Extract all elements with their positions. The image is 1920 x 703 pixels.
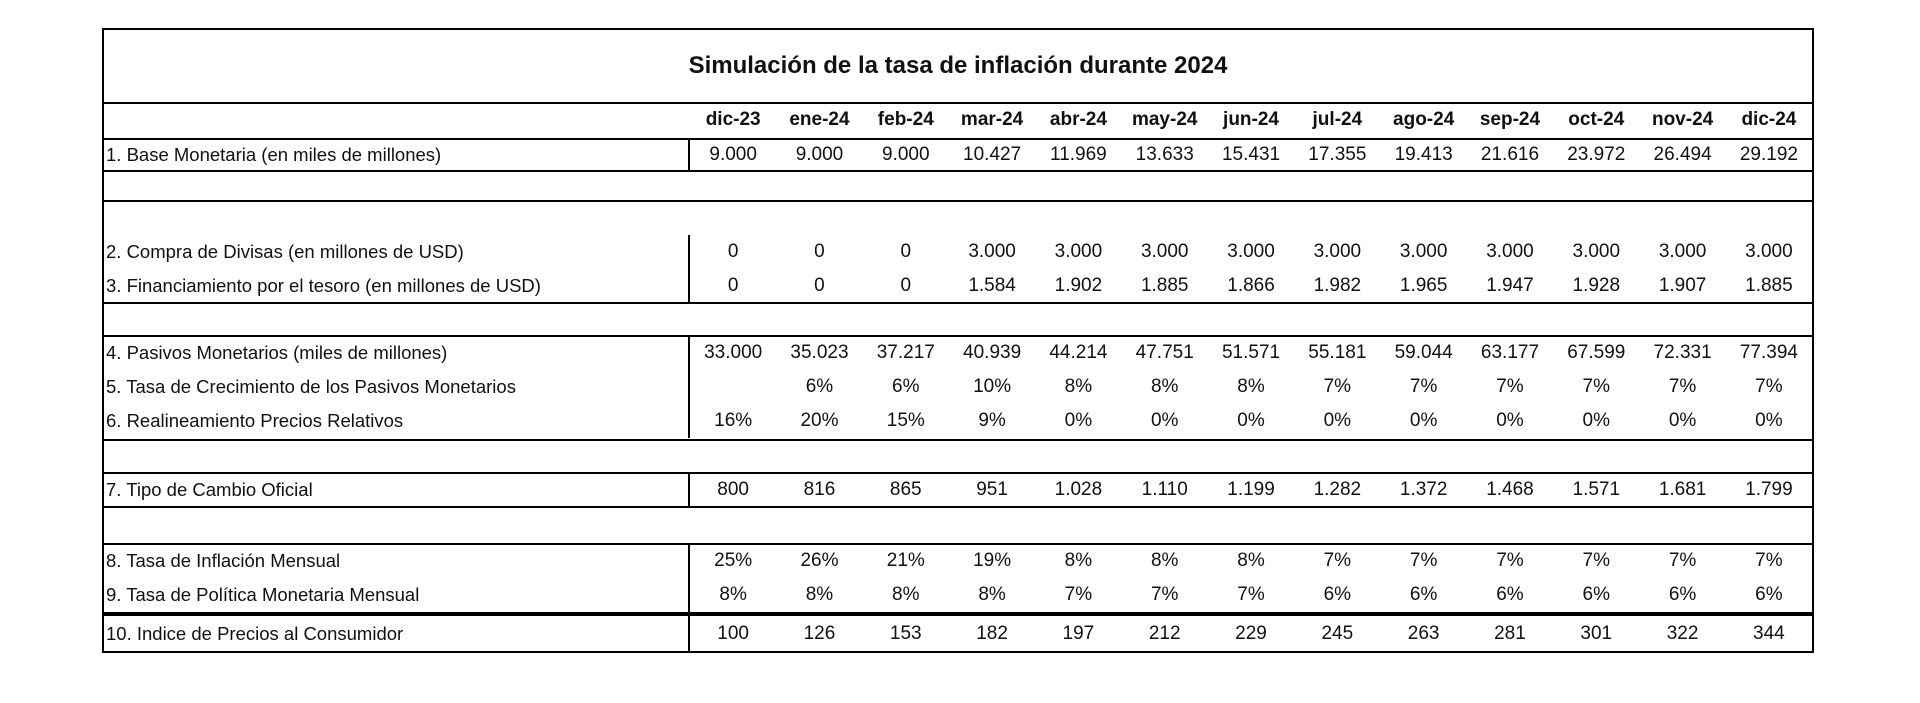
table-cell: 7% (1409, 376, 1438, 397)
table-cell: 281 (1494, 622, 1526, 644)
row-values (690, 370, 1812, 404)
table-cell: 7% (1237, 584, 1265, 605)
table-cell: 7% (1582, 550, 1611, 571)
row-label: 6. Realineamiento Precios Relativos (104, 404, 690, 438)
table-cell: 197 (1062, 622, 1095, 644)
table-cell: 8% (892, 584, 920, 605)
table-cell: 7% (1323, 376, 1352, 397)
table-cell: 865 (889, 479, 922, 500)
table-cell: 51.571 (1221, 342, 1281, 363)
table-cell: 3.000 (1313, 241, 1362, 262)
table-row (104, 578, 1812, 612)
table-row (104, 269, 1812, 303)
table-cell: 1.799 (1745, 479, 1793, 500)
table-cell: 7% (1755, 376, 1783, 397)
table-cell: 1.885 (1745, 275, 1793, 296)
table-cell: 126 (803, 622, 836, 644)
table-cell: 1.947 (1486, 275, 1534, 296)
table-row (104, 370, 1812, 404)
table-cell: 100 (717, 622, 749, 644)
table-cell: 0% (1064, 410, 1093, 431)
table-cell: 6% (1323, 584, 1352, 605)
inflation-simulation-table (102, 28, 1814, 653)
table-cell: 1.681 (1658, 479, 1707, 500)
table-cell: 59.044 (1394, 342, 1453, 363)
table-cell: 1.928 (1572, 275, 1621, 296)
table-cell: 10.427 (963, 144, 1022, 165)
table-cell: 301 (1580, 622, 1613, 644)
table-cell: 8% (719, 584, 747, 605)
divider (104, 302, 1812, 304)
table-cell: 44.214 (1049, 342, 1108, 363)
table-cell: 25% (714, 550, 753, 571)
column-header: mar-24 (960, 109, 1024, 130)
table-cell: 8% (1237, 550, 1265, 571)
table-cell: 3.000 (1399, 241, 1448, 262)
table-cell: 0 (727, 241, 739, 262)
header-spacer (104, 102, 690, 138)
column-headers (690, 102, 1812, 138)
column-header: dic-24 (1741, 109, 1797, 130)
table-cell: 19% (973, 550, 1012, 571)
table-cell: 6% (1496, 584, 1524, 605)
table-cell: 1.965 (1399, 275, 1448, 296)
table-cell: 0% (1496, 410, 1524, 431)
table-cell: 3.000 (1140, 241, 1189, 262)
table-cell: 0% (1323, 410, 1352, 431)
table-row (104, 235, 1812, 269)
row-values (690, 578, 1812, 612)
table-cell: 7% (1582, 376, 1611, 397)
table-cell: 6% (805, 376, 834, 397)
table-cell: 3.000 (1572, 241, 1621, 262)
table-cell: 153 (889, 622, 922, 644)
table-cell: 7% (1150, 584, 1179, 605)
table-cell: 21% (886, 550, 925, 571)
table-cell: 0 (814, 241, 825, 262)
row-label: 5. Tasa de Crecimiento de los Pasivos Monetarios (104, 370, 690, 404)
row-label: 4. Pasivos Monetarios (miles de millones) (104, 336, 690, 370)
table-cell: 7% (1409, 550, 1438, 571)
column-header-row (104, 102, 1812, 138)
table-cell: 951 (976, 479, 1008, 500)
table-cell: 212 (1148, 622, 1181, 644)
table-cell: 263 (1407, 622, 1440, 644)
table-cell: 182 (976, 622, 1008, 644)
table-cell: 47.751 (1135, 342, 1194, 363)
table-cell: 9.000 (795, 144, 844, 165)
table-cell: 1.468 (1486, 479, 1534, 500)
table-cell: 16% (714, 410, 753, 431)
table-cell: 3.000 (1486, 241, 1534, 262)
row-values (690, 269, 1812, 303)
row-label: 3. Financiamiento por el tesoro (en millones de USD) (104, 269, 690, 303)
table-cell: 1.110 (1141, 479, 1188, 500)
row-label: 9. Tasa de Política Monetaria Mensual (104, 578, 690, 612)
table-cell: 245 (1321, 622, 1354, 644)
table-cell: 0% (1237, 410, 1265, 431)
table-cell: 21.616 (1480, 144, 1540, 165)
row-label: 10. Indice de Precios al Consumidor (104, 616, 690, 651)
table-row (104, 614, 1812, 651)
table-cell: 63.177 (1480, 342, 1540, 363)
table-cell: 9.000 (882, 144, 930, 165)
table-cell: 0 (727, 275, 739, 296)
divider (104, 200, 1812, 202)
column-header: may-24 (1131, 109, 1198, 130)
table-cell: 6% (1409, 584, 1438, 605)
table-cell: 0% (1409, 410, 1438, 431)
divider (104, 439, 1812, 441)
table-cell: 816 (803, 479, 836, 500)
table-cell: 23.972 (1567, 144, 1626, 165)
table-cell: 8% (1064, 376, 1093, 397)
table-cell: 1.902 (1054, 275, 1103, 296)
column-header: ago-24 (1393, 109, 1455, 130)
column-header: feb-24 (877, 109, 934, 130)
table-cell: 6% (1582, 584, 1611, 605)
row-values (690, 235, 1812, 269)
column-header: dic-23 (705, 109, 761, 130)
table-cell: 40.939 (963, 342, 1022, 363)
table-cell: 8% (978, 584, 1006, 605)
column-header: abr-24 (1049, 109, 1107, 130)
table-cell: 15% (886, 410, 925, 431)
table-row (104, 472, 1812, 508)
table-row (104, 544, 1812, 578)
row-label: 1. Base Monetaria (en miles de millones) (104, 140, 690, 170)
table-cell: 11.969 (1050, 144, 1107, 165)
table-cell: 33.000 (704, 342, 763, 363)
table-cell: 800 (717, 479, 749, 500)
table-cell: 7% (1668, 376, 1697, 397)
table-cell: 0% (1668, 410, 1697, 431)
row-values (690, 404, 1812, 438)
table-cell: 15.431 (1221, 144, 1281, 165)
table-cell: 8% (1150, 376, 1179, 397)
table-cell: 0% (1150, 410, 1179, 431)
table-cell: 1.199 (1227, 479, 1275, 500)
table-cell: 9% (978, 410, 1006, 431)
table-cell: 3.000 (1658, 241, 1707, 262)
table-cell: 1.282 (1313, 479, 1362, 500)
table-cell: 7% (1496, 550, 1524, 571)
divider (104, 543, 1812, 545)
table-title: Simulación de la tasa de inflación durante 2024 (104, 30, 1812, 104)
row-values (690, 544, 1812, 578)
column-header: jun-24 (1223, 109, 1279, 130)
table-cell: 229 (1235, 622, 1267, 644)
table-cell: 0 (814, 275, 825, 296)
table-cell: 1.028 (1054, 479, 1103, 500)
table-cell: 3.000 (968, 241, 1016, 262)
table-cell: 9.000 (709, 144, 757, 165)
table-cell: 8% (1237, 376, 1265, 397)
table-cell: 344 (1753, 622, 1785, 644)
row-label: 8. Tasa de Inflación Mensual (104, 544, 690, 578)
table-cell: 0 (900, 275, 912, 296)
table-cell: 6% (892, 376, 920, 397)
table-cell (690, 370, 776, 404)
row-values (690, 140, 1812, 170)
column-header: sep-24 (1479, 109, 1541, 130)
table-cell: 0% (1755, 410, 1783, 431)
table-cell: 7% (1496, 376, 1524, 397)
table-cell: 0 (900, 241, 912, 262)
row-values (690, 616, 1812, 651)
table-cell: 1.885 (1140, 275, 1189, 296)
table-cell: 1.866 (1227, 275, 1275, 296)
row-values (690, 474, 1812, 506)
table-row (104, 138, 1812, 172)
column-header: nov-24 (1651, 109, 1714, 130)
table-cell: 8% (1150, 550, 1179, 571)
table-cell: 6% (1668, 584, 1697, 605)
table-cell: 322 (1666, 622, 1699, 644)
table-cell: 3.000 (1745, 241, 1793, 262)
table-cell: 1.982 (1313, 275, 1362, 296)
column-header: jul-24 (1312, 109, 1363, 130)
table-cell: 7% (1668, 550, 1697, 571)
table-cell: 3.000 (1054, 241, 1103, 262)
table-cell: 1.584 (968, 275, 1016, 296)
table-cell: 17.355 (1308, 144, 1367, 165)
table-cell: 8% (1064, 550, 1093, 571)
table-cell: 7% (1323, 550, 1352, 571)
table-cell: 10% (973, 376, 1012, 397)
row-values (690, 336, 1812, 370)
table-cell: 1.571 (1572, 479, 1621, 500)
table-cell: 3.000 (1227, 241, 1275, 262)
table-cell: 72.331 (1653, 342, 1712, 363)
table-cell: 55.181 (1308, 342, 1367, 363)
table-row (104, 404, 1812, 438)
column-header: oct-24 (1568, 109, 1625, 130)
table-cell: 20% (800, 410, 839, 431)
table-cell: 67.599 (1567, 342, 1626, 363)
table-cell: 77.394 (1739, 342, 1798, 363)
table-cell: 13.633 (1135, 144, 1194, 165)
table-cell: 37.217 (876, 342, 935, 363)
table-cell: 7% (1755, 550, 1783, 571)
table-cell: 35.023 (790, 342, 849, 363)
table-cell: 6% (1755, 584, 1783, 605)
table-cell: 0% (1582, 410, 1611, 431)
table-cell: 29.192 (1739, 144, 1798, 165)
table-cell: 26.494 (1653, 144, 1712, 165)
table-cell: 19.413 (1394, 144, 1453, 165)
table-cell: 1.907 (1658, 275, 1707, 296)
row-label: 2. Compra de Divisas (en millones de USD) (104, 235, 690, 269)
table-cell: 1.372 (1399, 479, 1448, 500)
table-cell: 8% (805, 584, 834, 605)
table-cell: 7% (1064, 584, 1093, 605)
table-row (104, 336, 1812, 370)
column-header: ene-24 (789, 109, 850, 130)
row-label: 7. Tipo de Cambio Oficial (104, 474, 690, 506)
table-cell: 26% (800, 550, 839, 571)
